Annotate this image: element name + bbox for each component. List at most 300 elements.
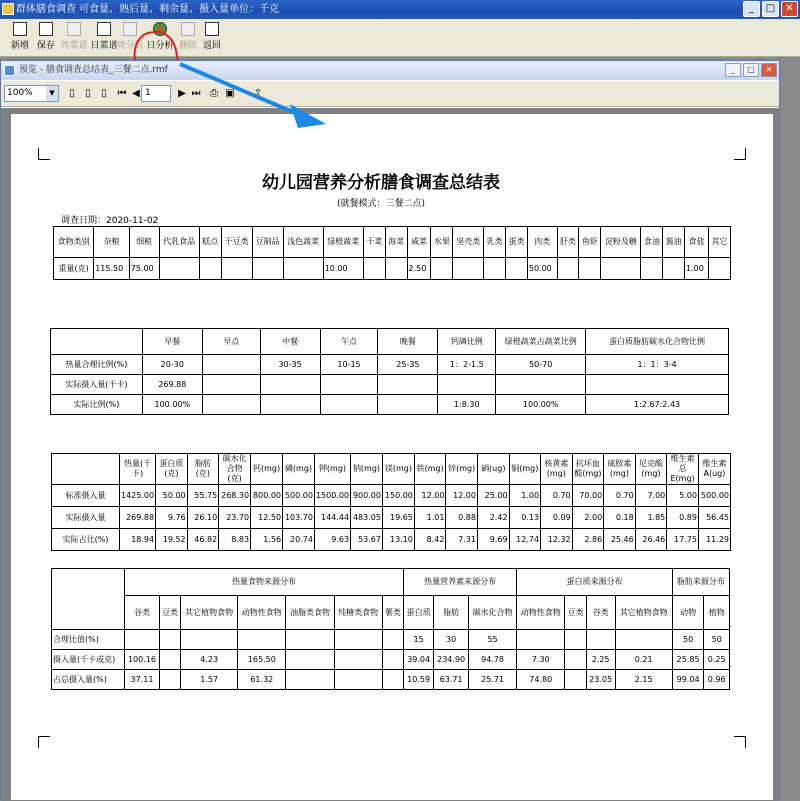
week-analysis-button[interactable]: 周分析 [112, 22, 148, 51]
crop-mark [734, 148, 746, 160]
source-table-cell [334, 650, 382, 670]
source-table-cell [382, 630, 403, 650]
nutrient-table-cell: 9.63 [314, 529, 350, 551]
nutrient-table-header [52, 454, 120, 485]
meal-table-cell: 50-70 [496, 355, 586, 375]
meal-table-header: 早点 [202, 329, 260, 355]
nutrient-table-cell: 23.70 [219, 507, 251, 529]
source-table-cell: 4.23 [181, 650, 238, 670]
weight-cell: 2.50 [407, 258, 431, 280]
source-table-cell: 23.05 [586, 670, 615, 690]
source-sub-header: 纯糖类食物 [334, 596, 382, 630]
food-category-header: 浅色蔬菜 [283, 227, 323, 258]
weight-cell [221, 258, 252, 280]
day-analysis-button[interactable]: 日分析 [142, 22, 178, 51]
source-sub-header: 碳水化合物 [468, 596, 516, 630]
table-row [52, 529, 731, 551]
source-table-cell: 55 [468, 630, 516, 650]
source-table-cell [382, 670, 403, 690]
source-table-cell: 30 [434, 630, 469, 650]
food-category-header: 鱼虾 [579, 227, 601, 258]
weight-cell: 50.00 [527, 258, 557, 280]
table-row [52, 650, 730, 670]
app-icon [2, 3, 14, 15]
food-category-header: 肝类 [557, 227, 579, 258]
source-table-cell [565, 630, 586, 650]
nutrient-table-cell: 19.52 [156, 529, 188, 551]
nutrient-table-cell: 150.00 [382, 485, 414, 507]
nutrient-table-cell: 483.05 [351, 507, 383, 529]
nutrient-table-cell: 50.00 [156, 485, 188, 507]
weight-cell [579, 258, 601, 280]
source-table-cell [517, 630, 565, 650]
table-row [52, 485, 731, 507]
food-category-header: 海菜 [385, 227, 407, 258]
meal-table-cell: 25-35 [378, 355, 438, 375]
meal-table-header [51, 329, 143, 355]
source-sub-header: 蛋白质 [404, 596, 434, 630]
meal-table-cell: 10-15 [320, 355, 378, 375]
source-table-cell: 37.11 [125, 670, 160, 690]
nutrient-table-cell: 55.75 [187, 485, 219, 507]
nutrient-table-header: 硫胺素(mg) [604, 454, 636, 485]
source-table-cell [334, 630, 382, 650]
nutrient-table-header: 抗坏血酸(mg) [572, 454, 604, 485]
meal-table-header: 早餐 [142, 329, 202, 355]
source-sub-header: 谷类 [125, 596, 160, 630]
first-page-icon[interactable]: ⏮ [117, 88, 127, 99]
table-row [51, 375, 729, 395]
meal-table-header: 中餐 [260, 329, 320, 355]
nutrient-intake-table [51, 453, 731, 551]
nutrient-table-cell: 12.00 [446, 485, 478, 507]
nutrient-table-header: 锌(mg) [446, 454, 478, 485]
return-button[interactable]: 返回 [194, 22, 230, 51]
nutrient-table-cell: 500.00 [698, 485, 730, 507]
single-page-icon[interactable]: ▯ [69, 88, 75, 99]
nutrient-table-cell: 26.10 [187, 507, 219, 529]
new-icon [13, 22, 27, 36]
source-sub-header: 动物性食物 [517, 596, 565, 630]
source-table-cell: 100.16 [125, 650, 160, 670]
food-category-header: 干菜 [363, 227, 385, 258]
nutrient-table-header: 铁(mg) [414, 454, 446, 485]
source-table-cell: 165.50 [238, 650, 286, 670]
zoom-select[interactable]: 100% ▼ [4, 85, 59, 102]
food-category-header: 代乳食品 [159, 227, 199, 258]
source-sub-header: 动物性食物 [238, 596, 286, 630]
page-number-input[interactable]: 1 [141, 85, 171, 102]
report-date: 调查日期：2020-11-02 [61, 216, 159, 226]
app-titlebar [0, 0, 800, 19]
nutrient-table-cell: 1425.00 [120, 485, 156, 507]
meal-table-cell [378, 375, 438, 395]
source-sub-header: 谷类 [586, 596, 615, 630]
weight-row-label: 重量(克) [54, 258, 94, 280]
main-toolbar [0, 19, 800, 57]
source-sub-header: 植物 [704, 596, 730, 630]
meal-table-cell [260, 395, 320, 415]
delete-button[interactable]: 删除 [170, 22, 206, 51]
meal-table-cell: 269.88 [142, 375, 202, 395]
week-menu-icon [67, 22, 81, 36]
export-icon[interactable]: ⇪ [253, 88, 263, 99]
preview-window-buttons [725, 63, 777, 77]
row-label: 实际占比(%) [52, 529, 120, 551]
nutrient-table-cell: 1500.00 [314, 485, 350, 507]
table-row [52, 630, 730, 650]
meal-table-cell [202, 375, 260, 395]
nutrient-table-cell: 500.00 [283, 485, 315, 507]
source-table-cell [125, 630, 160, 650]
food-category-header: 淀粉及糖 [601, 227, 641, 258]
source-table-cell: 2.25 [586, 650, 615, 670]
nutrient-table-cell: 12.32 [541, 529, 573, 551]
nutrient-table-cell: 25.46 [604, 529, 636, 551]
weight-cell [708, 258, 730, 280]
nutrient-table-cell: 18.94 [120, 529, 156, 551]
source-table-cell: 25.71 [468, 670, 516, 690]
nutrient-table-cell: 12.50 [251, 507, 283, 529]
nutrient-table-cell: 1.85 [635, 507, 667, 529]
nutrient-table-cell: 8.42 [414, 529, 446, 551]
source-table-cell: 63.71 [434, 670, 469, 690]
nutrient-table-cell: 800.00 [251, 485, 283, 507]
source-table-cell [159, 630, 180, 650]
window-buttons [743, 1, 798, 17]
food-category-header: 肉类 [527, 227, 557, 258]
row-label: 摄入量(千卡或克) [52, 650, 125, 670]
meal-table-header: 午点 [320, 329, 378, 355]
meal-table-cell: 1：1：3-4 [586, 355, 729, 375]
source-group-header: 热量营养素来源分布 [404, 569, 517, 596]
source-table-cell [286, 630, 334, 650]
source-table-cell: 39.04 [404, 650, 434, 670]
source-sub-header: 其它植物食物 [181, 596, 238, 630]
nutrient-table-cell: 25.00 [477, 485, 509, 507]
source-table-cell: 94.78 [468, 650, 516, 670]
weight-cell: 75.00 [129, 258, 159, 280]
nutrient-table-header: 维生素总E(mg) [667, 454, 699, 485]
meal-table-cell: 1：2-1.5 [438, 355, 496, 375]
crop-mark [734, 736, 746, 748]
preview-toolbar [1, 81, 779, 107]
row-label: 实际摄入量 [52, 507, 120, 529]
weight-cell [506, 258, 528, 280]
nutrient-table-cell: 70.00 [572, 485, 604, 507]
source-sub-header: 豆类 [565, 596, 586, 630]
nutrient-table-cell: 0.70 [541, 485, 573, 507]
weight-cell [453, 258, 484, 280]
table-row [52, 670, 730, 690]
print-icon[interactable]: ⎙ [210, 88, 218, 99]
weight-cell [431, 258, 453, 280]
nutrient-table-cell: 0.18 [604, 507, 636, 529]
source-table-cell: 10.59 [404, 670, 434, 690]
source-table-cell: 25.85 [672, 650, 704, 670]
nutrient-table-cell: 1.00 [509, 485, 541, 507]
food-category-header: 水果 [431, 227, 453, 258]
weight-cell [484, 258, 506, 280]
last-page-icon[interactable]: ⏭ [191, 88, 201, 99]
week-menu-button[interactable]: 周菜谱 [56, 22, 92, 51]
table-row [51, 355, 729, 375]
close-icon[interactable]: ✕ [781, 1, 798, 17]
food-category-header: 坚壳类 [453, 227, 484, 258]
meal-table-header: 绿橙蔬菜占蔬菜比例 [496, 329, 586, 355]
nutrient-table-cell: 2.86 [572, 529, 604, 551]
meal-table-cell: 20-30 [142, 355, 202, 375]
weight-cell [283, 258, 323, 280]
source-group-header: 脂肪来源分布 [672, 569, 729, 596]
nutrient-table-cell: 9.69 [477, 529, 509, 551]
close-preview-icon[interactable]: ▣ [225, 88, 235, 99]
preview-title: 预览 - 膳食调查总结表_三餐二点.rmf [19, 65, 168, 75]
nutrient-table-cell: 2.00 [572, 507, 604, 529]
app-title: 群体膳食调查 可食量、熟后量、剩余量、摄入量单位：千克 [16, 4, 280, 15]
meal-table-header: 蛋白质脂肪碳水化合物比例 [586, 329, 729, 355]
meal-table-cell: 1:2.67:2.43 [586, 395, 729, 415]
source-table-cell: 7.30 [517, 650, 565, 670]
meal-table-cell [202, 395, 260, 415]
prev-page-icon[interactable]: ◀ [132, 88, 140, 99]
source-table-cell [159, 650, 180, 670]
nutrient-table-cell: 12.00 [414, 485, 446, 507]
source-table-cell [286, 650, 334, 670]
meal-table-cell: 1:8.30 [438, 395, 496, 415]
nutrient-table-cell: 0.13 [509, 507, 541, 529]
food-category-header-label: 食物类别 [54, 227, 94, 258]
food-category-header: 食盐 [685, 227, 709, 258]
source-distribution-table [51, 568, 730, 690]
nutrient-table-cell: 11.29 [698, 529, 730, 551]
row-label: 实际比例(%) [51, 395, 143, 415]
food-category-table [53, 226, 731, 280]
source-table-cell: 0.21 [615, 650, 672, 670]
nutrient-table-cell: 7.31 [446, 529, 478, 551]
nutrient-table-cell: 103.70 [283, 507, 315, 529]
nutrient-table-cell: 900.00 [351, 485, 383, 507]
nutrient-table-cell: 7.00 [635, 485, 667, 507]
table-row [51, 395, 729, 415]
meal-table-cell [260, 375, 320, 395]
row-label: 实际摄入量(千卡) [51, 375, 143, 395]
source-table-cell [238, 630, 286, 650]
week-analysis-icon [123, 22, 137, 36]
source-sub-header: 脂肪 [434, 596, 469, 630]
nutrient-table-cell: 19.65 [382, 507, 414, 529]
source-table-cell [615, 630, 672, 650]
nutrient-table-cell: 5.00 [667, 485, 699, 507]
food-category-header: 酱油 [663, 227, 685, 258]
source-group-header: 蛋白质来源分布 [517, 569, 673, 596]
meal-table-cell [496, 375, 586, 395]
weight-cell [601, 258, 641, 280]
meal-table-cell [378, 395, 438, 415]
food-category-header: 咸菜 [407, 227, 431, 258]
food-category-header: 绿橙蔬菜 [323, 227, 363, 258]
source-table-cell: 234.90 [434, 650, 469, 670]
source-sub-header: 豆类 [159, 596, 180, 630]
nutrient-table-cell: 0.09 [541, 507, 573, 529]
nutrient-table-cell: 144.44 [314, 507, 350, 529]
nutrient-table-cell: 0.89 [667, 507, 699, 529]
row-label: 标准摄入量 [52, 485, 120, 507]
nutrient-table-header: 钠(mg) [351, 454, 383, 485]
source-table-cell: 99.04 [672, 670, 704, 690]
table-row [52, 507, 731, 529]
save-icon [39, 22, 53, 36]
multi-page-icon[interactable]: ▯ [101, 88, 107, 99]
meal-table-cell [320, 395, 378, 415]
food-category-header: 豆制品 [252, 227, 283, 258]
food-category-header: 乳类 [484, 227, 506, 258]
nutrient-table-header: 维生素A(ug) [698, 454, 730, 485]
nutrient-table-cell: 56.45 [698, 507, 730, 529]
preview-titlebar [1, 61, 779, 80]
row-label: 占总摄入量(%) [52, 670, 125, 690]
minimize-icon[interactable]: _ [743, 1, 760, 17]
empty-corner-cell [52, 569, 125, 630]
nutrient-table-header: 硒(ug) [477, 454, 509, 485]
nutrient-table-cell: 0.88 [446, 507, 478, 529]
source-table-cell: 74.80 [517, 670, 565, 690]
source-table-cell [181, 630, 238, 650]
delete-icon [181, 22, 195, 36]
report-subtitle: (就餐模式：三餐二点) [336, 199, 426, 209]
chevron-down-icon: ▼ [46, 86, 58, 101]
nutrient-table-cell: 53.67 [351, 529, 383, 551]
preview-icon [4, 65, 15, 76]
source-table-cell [586, 630, 615, 650]
weight-cell: 115.50 [94, 258, 130, 280]
next-page-icon[interactable]: ▶ [178, 88, 186, 99]
food-category-header: 糕点 [199, 227, 221, 258]
food-category-header: 蛋类 [506, 227, 528, 258]
meal-table-cell: 100.00% [142, 395, 202, 415]
weight-cell [663, 258, 685, 280]
nutrient-table-header: 热量(千卡) [120, 454, 156, 485]
nutrient-table-header: 磷(mg) [283, 454, 315, 485]
source-sub-header: 其它植物食物 [615, 596, 672, 630]
nutrient-table-header: 尼克酸(mg) [635, 454, 667, 485]
weight-cell [363, 258, 385, 280]
nutrient-table-cell: 9.76 [156, 507, 188, 529]
day-menu-icon [97, 22, 111, 36]
weight-cell: 10.00 [323, 258, 363, 280]
row-label: 合理比值(%) [52, 630, 125, 650]
nutrient-table-header: 蛋白质(克) [156, 454, 188, 485]
source-table-cell: 1.57 [181, 670, 238, 690]
row-label: 热量合理比例(%) [51, 355, 143, 375]
return-icon [205, 22, 219, 36]
nutrient-table-cell: 13.10 [382, 529, 414, 551]
crop-mark [38, 148, 50, 160]
nutrient-table-cell: 8.83 [219, 529, 251, 551]
meal-table-cell [202, 355, 260, 375]
source-table-cell [382, 650, 403, 670]
nutrient-table-cell: 26.46 [635, 529, 667, 551]
source-table-cell [565, 670, 586, 690]
nutrient-table-cell: 2.42 [477, 507, 509, 529]
two-page-icon[interactable]: ▯ [85, 88, 91, 99]
meal-table-cell [320, 375, 378, 395]
source-group-header: 热量食物来源分布 [125, 569, 404, 596]
weight-cell [159, 258, 199, 280]
source-table-cell: 50 [672, 630, 704, 650]
source-table-cell: 15 [404, 630, 434, 650]
weight-cell [641, 258, 663, 280]
nutrient-table-cell: 268.30 [219, 485, 251, 507]
maximize-icon[interactable]: □ [743, 63, 759, 77]
food-category-header: 其它 [708, 227, 730, 258]
nutrient-table-header: 钾(mg) [314, 454, 350, 485]
save-button[interactable]: 保存 [28, 22, 64, 51]
meal-table-cell: 30-35 [260, 355, 320, 375]
source-sub-header: 动物 [672, 596, 704, 630]
source-table-cell: 2.15 [615, 670, 672, 690]
weight-cell [385, 258, 407, 280]
food-category-header: 细粮 [129, 227, 159, 258]
nutrient-table-cell: 0.70 [604, 485, 636, 507]
nutrient-table-cell: 17.75 [667, 529, 699, 551]
meal-table-header: 钙磷比例 [438, 329, 496, 355]
meal-table-cell: 100.00% [496, 395, 586, 415]
nutrient-table-cell: 1.01 [414, 507, 446, 529]
nutrient-table-header: 镁(mg) [382, 454, 414, 485]
minimize-icon[interactable]: _ [725, 63, 741, 77]
food-category-header: 干豆类 [221, 227, 252, 258]
nutrient-table-cell: 20.74 [283, 529, 315, 551]
weight-cell [199, 258, 221, 280]
source-table-cell [565, 650, 586, 670]
source-sub-header: 油脂类食物 [286, 596, 334, 630]
meal-table-header: 晚餐 [378, 329, 438, 355]
nutrient-table-header: 铜(mg) [509, 454, 541, 485]
source-table-cell [334, 670, 382, 690]
nutrient-table-cell: 46.82 [187, 529, 219, 551]
nutrient-table-header: 碳水化合物(克) [219, 454, 251, 485]
source-table-cell [286, 670, 334, 690]
report-title: 幼儿园营养分析膳食调查总结表 [262, 173, 500, 193]
nutrient-table-cell: 12.74 [509, 529, 541, 551]
meal-table-cell [586, 375, 729, 395]
close-icon[interactable]: ✕ [761, 63, 777, 77]
nutrient-table-header: 脂肪(克) [187, 454, 219, 485]
nutrient-table-header: 核黄素(mg) [541, 454, 573, 485]
meal-ratio-table [50, 328, 729, 415]
day-menu-button[interactable]: 日菜谱 [86, 22, 122, 51]
meal-table-cell [438, 375, 496, 395]
source-table-cell [159, 670, 180, 690]
weight-cell: 1.00 [685, 258, 709, 280]
weight-cell [557, 258, 579, 280]
nutrient-table-cell: 1.56 [251, 529, 283, 551]
source-table-cell: 0.96 [704, 670, 730, 690]
food-category-header: 杂粮 [94, 227, 130, 258]
food-category-header: 食油 [641, 227, 663, 258]
source-sub-header: 薯类 [382, 596, 403, 630]
source-table-cell: 50 [704, 630, 730, 650]
weight-cell [252, 258, 283, 280]
maximize-icon[interactable]: □ [762, 1, 779, 17]
nutrient-table-cell: 269.88 [120, 507, 156, 529]
source-table-cell: 0.25 [704, 650, 730, 670]
nutrient-table-header: 钙(mg) [251, 454, 283, 485]
crop-mark [38, 736, 50, 748]
source-table-cell: 61.32 [238, 670, 286, 690]
new-button[interactable]: 新增 [2, 22, 38, 51]
